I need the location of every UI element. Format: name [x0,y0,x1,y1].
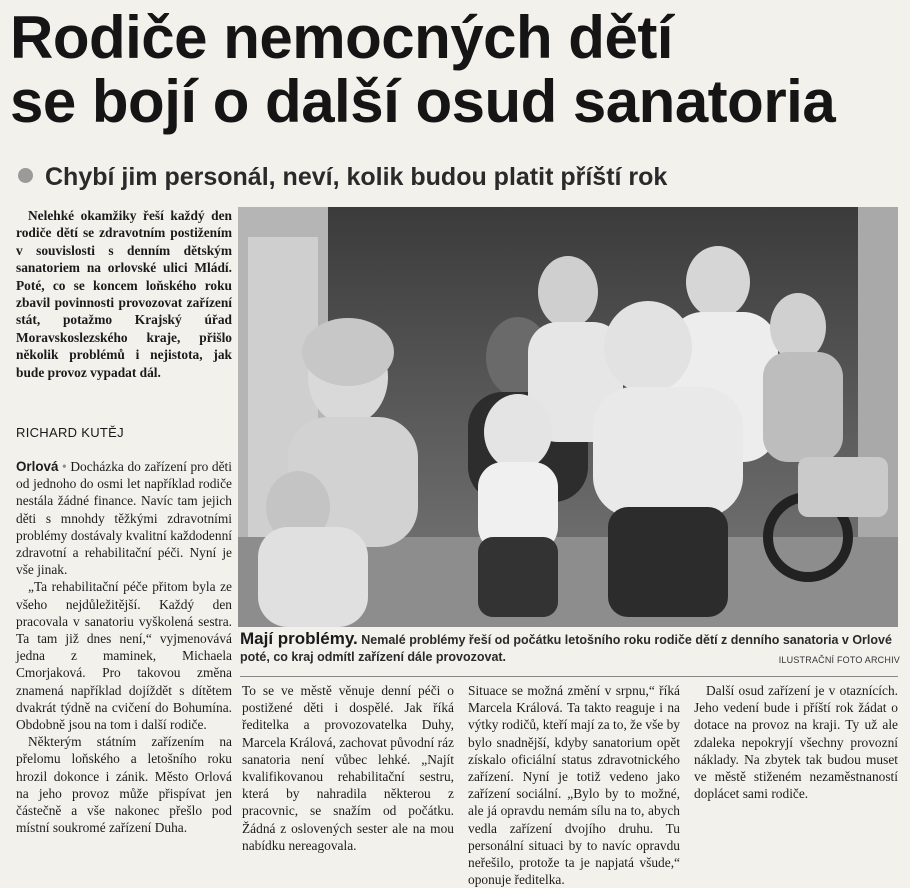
article-paragraph [16,458,232,578]
dateline: Orlová [16,459,59,474]
bullet-icon [18,168,33,183]
lead-paragraph: Nelehké okamžiky řeší každý den rodiče dětí se zdravotním postižením v souvislosti s denním dětským sanatoriem na orlovské ulici Mládí. Poté, co se koncem loňského roku zbavil povinnosti provozovat zařízení stát, potažmo Krajský úřad Moravskoslezského kraje, přišlo několik problémů i nejistota, jak bude provoz vypadat dál. [16,208,232,380]
article-column-3 [468,682,680,888]
paragraph-text: Docházka do zařízení pro děti od jednoho do osmi let například rodiče nestála žádné finance. Navíc tam jejich děti s mnohdy těžkými zdravotními problémy dostávaly kvalitní každodenní zdravotní a rehabilitační péči. Nyní je vše jinak. [16,459,232,578]
article-paragraph: Situace se možná změní v srpnu,“ říká Marcela Králová. Ta takto reaguje i na výtky rodičů, kteří mají za to, že vše by bylo snadnější, kdyby sanatorium opět získalo oficiální status zdravotnického zařízení. Nyní je totiž vedeno jako zařízení sociální. „Bylo by to možné, ale já opravdu nemám sílu na to, abych vedla zařízení dvojího druhu. Tu personální situaci by to navíc opravdu neřešilo, protože ta je napjatá všude,“ oponuje ředitelka. [468,683,680,888]
article-paragraph: To se ve městě věnuje denní péči o postižené děti i dospělé. Jak říká ředitelka a provozovatelka Duhy, Marcela Králová, zachovat původní ráz sanatoria není vůbec lehké. „Najít kvalifikovanou rehabilitační sestru, která by nahradila některou z pracovnic, se snažím od počátku. Žádná z oslovených sester ale na mou nabídku nereagovala. [242,683,454,853]
caption-text: Nemalé problémy řeší od počátku letošního roku rodiče dětí z denního sanatoria v Orlové poté, co kraj odmítl zařízení dále provozovat. [240,633,892,664]
article-paragraph: „Ta rehabilitační péče přitom byla ze všeho nejdůležitější. Každý den pracovala v sanatoriu vyškolená sestra. Ta tam již dnes není,“ vyjmenovává jedna z maminek, Michaela Cmorjaková. Pro takovou změna znamená například dojíždět s dítětem dvakrát týdně na cvičení do Bohumína. Obdobně jsou na tom i další rodiče. [16,579,232,733]
article-column-1 [16,458,232,878]
byline: RICHARD KUTĚJ [16,425,124,440]
photo [238,207,898,627]
headline-line-2: se bojí o další osud sanatoria [10,68,836,135]
subheadline-text: Chybí jim personál, neví, kolik budou platit příští rok [45,163,668,191]
caption-title: Mají problémy. [240,629,358,648]
photo-image [238,207,898,627]
article-column-4 [694,682,898,878]
article-paragraph: Některým státním zařízením na přelomu loňského a letošního roku hrozil dokonce i zánik. Město Orlová na jeho provoz může přispívat jen částečně a vše nakonec přešlo pod místní soukromé zařízení Duha. [16,734,232,836]
article-column-2 [242,682,454,878]
article-paragraph: Další osud zařízení je v otaznících. Jeho vedení bude i příští rok žádat o dotace na provoz na kraji. Ty už ale zdaleka nepokryjí všechny provozní náklady. Na zbytek tak budou muset ve městě stiženém nezaměstnaností doplácet sami rodiče. [694,683,898,802]
bullet-icon: • [62,459,67,474]
caption-divider [240,676,898,677]
headline-line-1: Rodiče nemocných dětí [10,4,673,71]
headline [10,6,902,134]
photo-credit: ILUSTRAČNÍ FOTO ARCHIV [778,655,900,665]
subheadline [18,162,898,192]
